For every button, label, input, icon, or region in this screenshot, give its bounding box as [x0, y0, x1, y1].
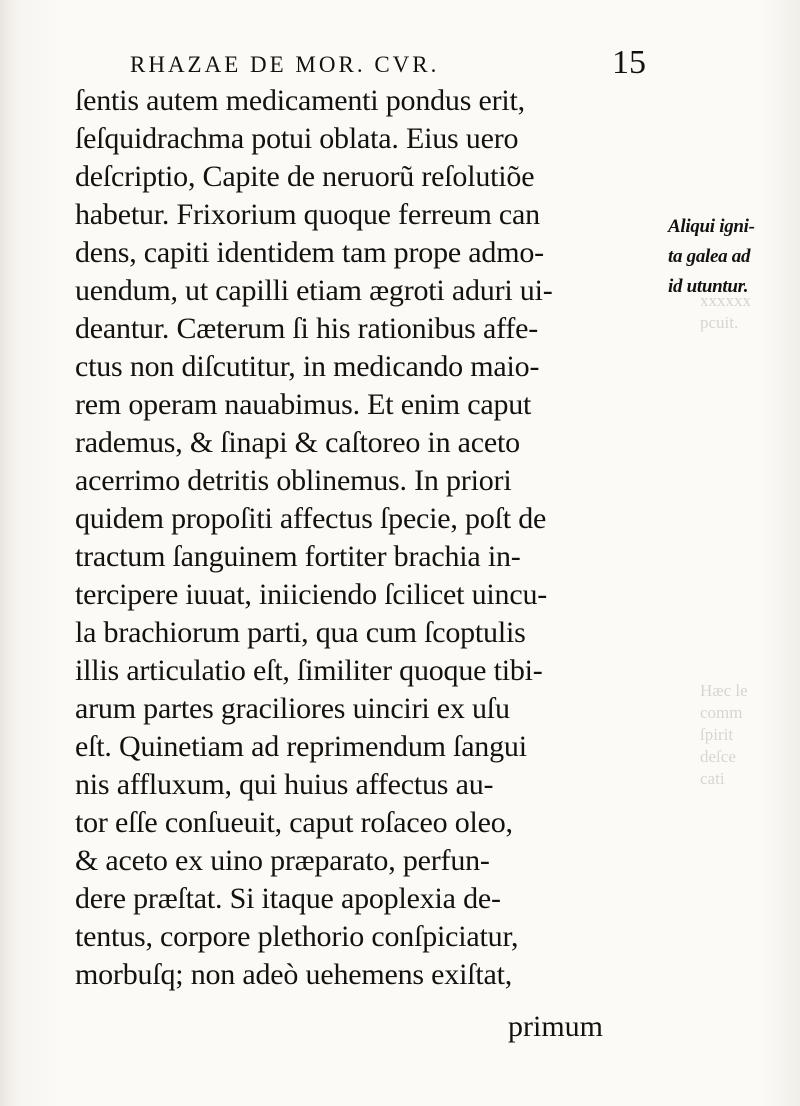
text-line: tercipere iuuat, iniiciendo ſcilicet uincu-: [75, 578, 548, 611]
text-line: tor eſſe conſueuit, caput roſaceo oleo,: [75, 806, 513, 839]
text-line: arum partes graciliores uinciri ex uſu: [75, 692, 510, 725]
show-through-lower: Hæc le comm ſpirit deſce cati: [700, 681, 748, 788]
text-line: illis articulatio eſt, ſimiliter quoque tibi-: [75, 654, 543, 687]
text-line: dens, capiti identidem tam prope admo-: [75, 236, 544, 269]
text-line: tentus, corpore plethorio conſpiciatur,: [75, 920, 519, 953]
text-line: dere præſtat. Si itaque apoplexia de-: [75, 882, 501, 915]
text-line: ſeſquidrachma potui oblata. Eius uero: [75, 122, 519, 155]
text-line: quidem propoſiti affectus ſpecie, poſt de: [75, 502, 547, 535]
text-line: deantur. Cæterum ſi his rationibus affe-: [75, 312, 539, 345]
running-title: RHAZAE DE MOR. CVR.: [130, 52, 440, 77]
body-text: [75, 82, 655, 994]
text-line: ſentis autem medicamenti pondus erit,: [75, 84, 525, 117]
text-line: eſt. Quinetiam ad reprimendum ſangui: [75, 730, 527, 763]
text-line: & aceto ex uino præparato, perfun-: [75, 844, 490, 877]
text-line: tractum ſanguinem fortiter brachia in-: [75, 540, 521, 573]
text-line: morbuſq; non adeò uehemens exiſtat,: [75, 958, 513, 991]
text-line: ctus non diſcutitur, in medicando maio-: [75, 350, 540, 383]
marginal-note: [668, 212, 792, 302]
show-through-upper: xxxxxx pcuit.: [700, 291, 751, 332]
text-line: deſcriptio, Capite de neruorũ reſolutiõe: [75, 160, 535, 193]
page-number: 15: [612, 44, 646, 81]
marginal-note-line: Aliqui igni-: [668, 216, 755, 237]
marginal-note-line: id utuntur.: [668, 276, 749, 297]
marginal-note-line: ta galea ad: [668, 246, 751, 267]
text-line: la brachiorum parti, qua cum ſcoptulis: [75, 616, 526, 649]
text-line: acerrimo detritis oblinemus. In priori: [75, 464, 512, 497]
text-line: uendum, ut capilli etiam ægroti aduri ui-: [75, 274, 553, 307]
text-line: rem operam nauabimus. Et enim caput: [75, 388, 532, 421]
text-line: nis affluxum, qui huius affectus au-: [75, 768, 494, 801]
catchword: primum: [508, 1010, 603, 1043]
text-line: rademus, & ſinapi & caſtoreo in aceto: [75, 426, 520, 459]
text-line: habetur. Frixorium quoque ferreum can: [75, 198, 540, 231]
